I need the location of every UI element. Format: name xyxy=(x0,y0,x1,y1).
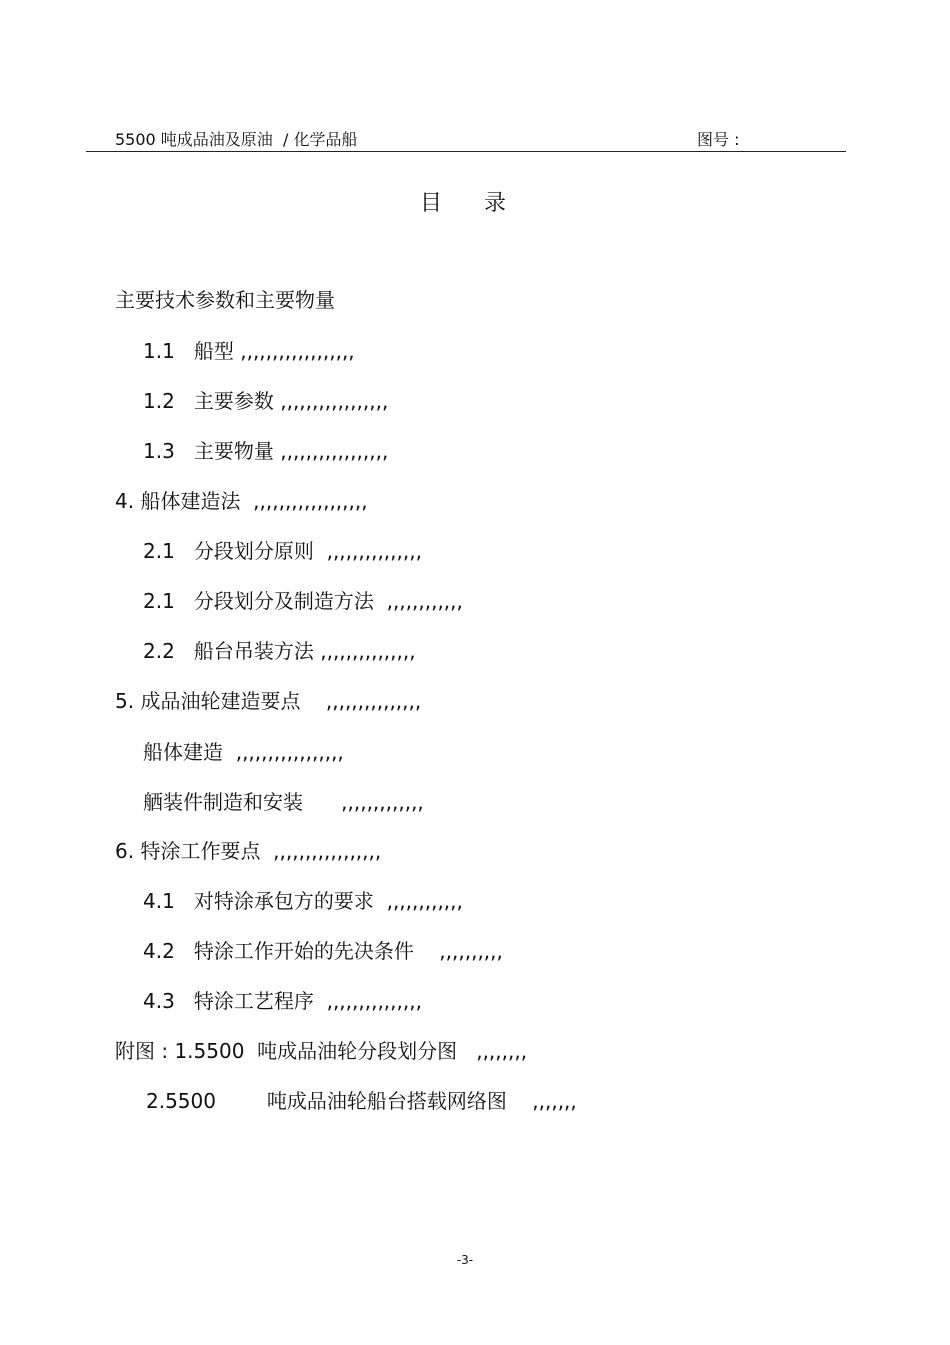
toc-title: 目 录 xyxy=(420,191,506,216)
toc-entry: 舾装件制造和安装 ,,,,,,,,,,,,, xyxy=(143,790,424,814)
toc-entry: 4.3 特涂工艺程序 ,,,,,,,,,,,,,,, xyxy=(143,989,422,1013)
toc-entry: 4. 船体建造法 ,,,,,,,,,,,,,,,,,, xyxy=(115,489,368,513)
toc-entry: 1.2 主要参数 ,,,,,,,,,,,,,,,,, xyxy=(143,389,389,413)
toc-entry: 船体建造 ,,,,,,,,,,,,,,,,, xyxy=(143,740,344,764)
toc-entry: 4.2 特涂工作开始的先决条件 ,,,,,,,,,, xyxy=(143,939,503,963)
toc-entry: 2.2 船台吊装方法 ,,,,,,,,,,,,,,, xyxy=(143,639,416,663)
toc-entry: 2.1 分段划分及制造方法 ,,,,,,,,,,,, xyxy=(143,589,463,613)
toc-entry: 2.1 分段划分原则 ,,,,,,,,,,,,,,, xyxy=(143,539,422,563)
toc-entry: 5. 成品油轮建造要点 ,,,,,,,,,,,,,,, xyxy=(115,689,422,713)
toc-entry: 1.1 船型 ,,,,,,,,,,,,,,,,,, xyxy=(143,339,355,363)
toc-entry: 6. 特涂工作要点 ,,,,,,,,,,,,,,,,, xyxy=(115,839,382,863)
toc-entry: 主要技术参数和主要物量 xyxy=(115,288,335,312)
document-header-drawing-number: 图号 : xyxy=(697,130,740,149)
toc-entry: 2.5500 吨成品油轮船台搭载网络图 ,,,,,,, xyxy=(146,1089,577,1113)
toc-entry: 4.1 对特涂承包方的要求 ,,,,,,,,,,,, xyxy=(143,889,463,913)
document-header-title: 5500 吨成品油及原油 / 化学品船 xyxy=(115,130,358,149)
header-divider xyxy=(86,151,846,152)
toc-entry: 附图 : 1.5500 吨成品油轮分段划分图 ,,,,,,,, xyxy=(115,1039,528,1063)
page-number: -3- xyxy=(456,1253,474,1267)
toc-entry: 1.3 主要物量 ,,,,,,,,,,,,,,,,, xyxy=(143,439,389,463)
